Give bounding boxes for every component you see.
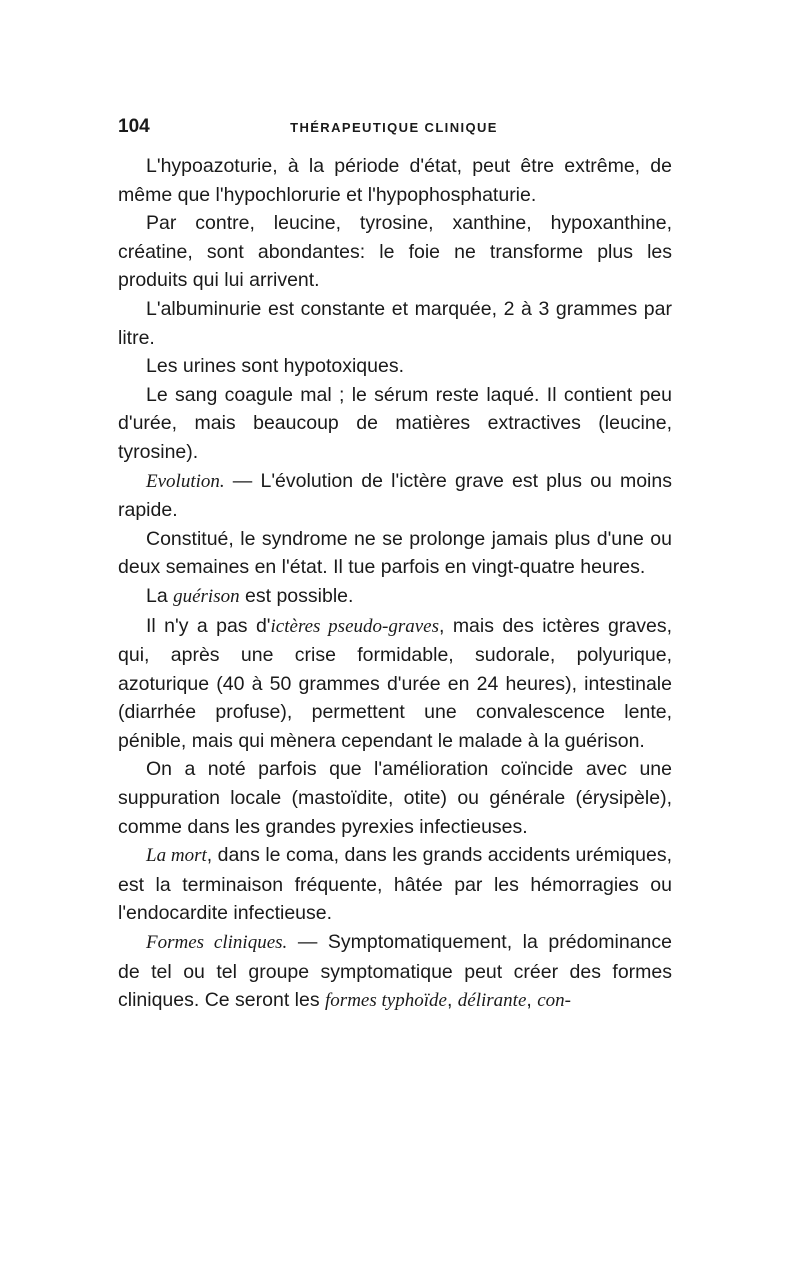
paragraph [118, 582, 672, 612]
text-segment: L'albuminurie est constante et marquée, 2 à 3 grammes par litre. [118, 297, 672, 349]
paragraph [118, 295, 672, 352]
paragraph [118, 928, 672, 1016]
text-segment: — Symptomatiquement, la prédominance de tel ou tel groupe symptomatique peut créer des formes cliniques. Ce seront les [118, 931, 672, 1012]
italic-text: Formes cliniques. [146, 932, 288, 954]
text-segment: , [526, 989, 538, 1012]
paragraph [118, 841, 672, 928]
text-segment: Les urines sont hypotoxiques. [146, 355, 404, 378]
page-header [118, 116, 670, 142]
page-number: 104 [118, 116, 150, 137]
paragraph [118, 525, 672, 582]
text-segment: Par contre, leucine, tyrosine, xanthine, hypoxanthine, créatine, sont abondantes: le foie ne transforme plus les produits qui lui arrivent. [118, 212, 672, 292]
paragraph [118, 467, 672, 525]
italic-text: guérison [173, 585, 240, 607]
italic-text: La mort [146, 845, 207, 867]
running-title: THÉRAPEUTIQUE CLINIQUE [290, 120, 498, 135]
text-segment: est possible. [239, 584, 354, 607]
paragraph [118, 209, 672, 295]
italic-text: Evolution. [146, 470, 225, 492]
text-segment: Constitué, le syndrome ne se prolonge jamais plus d'une ou deux semaines en l'état. Il tue parfois en vingt-quatre heures. [118, 527, 672, 579]
italic-text: formes typhoïde [325, 990, 447, 1012]
paragraph [118, 152, 672, 209]
body-text [118, 152, 672, 1016]
text-segment: — L'évolution de l'ictère grave est plus ou moins rapide. [118, 469, 672, 522]
paragraph [118, 755, 672, 841]
text-segment: , dans le coma, dans les grands accidents urémiques, est la terminaison fréquente, hâtée par les hémorragies ou l'endocardite infectieuse. [118, 844, 672, 925]
italic-text: con- [537, 990, 571, 1012]
text-segment: Le sang coagule mal ; le sérum reste laqué. Il contient peu d'urée, mais beaucoup de matières extractives (leucine, tyrosine). [118, 383, 672, 463]
text-segment: La [146, 584, 174, 607]
italic-text: délirante [457, 990, 527, 1012]
text-segment: Il n'y a pas d' [146, 614, 271, 637]
text-segment: On a noté parfois que l'amélioration coïncide avec une suppuration locale (mastoïdite, otite) ou générale (érysipèle), comme dans les grandes pyrexies infectieuses. [118, 758, 672, 838]
paragraph [118, 612, 672, 756]
text-segment: , mais des ictères graves, qui, après une crise formidable, sudorale, polyurique, azoturique (40 à 50 grammes d'urée en 24 heures), intestinale (diarrhée profuse), permettent une convalescence lente, pénible, mais qui mènera cependant le malade à la guérison. [118, 614, 672, 752]
paragraph [118, 352, 672, 381]
text-segment: L'hypoazoturie, à la période d'état, peut être extrême, de même que l'hypochlorurie et l'hypophosphaturie. [118, 155, 672, 206]
text-segment: , [446, 989, 458, 1012]
italic-text: ictères pseudo-graves [270, 615, 439, 637]
paragraph [118, 381, 672, 467]
